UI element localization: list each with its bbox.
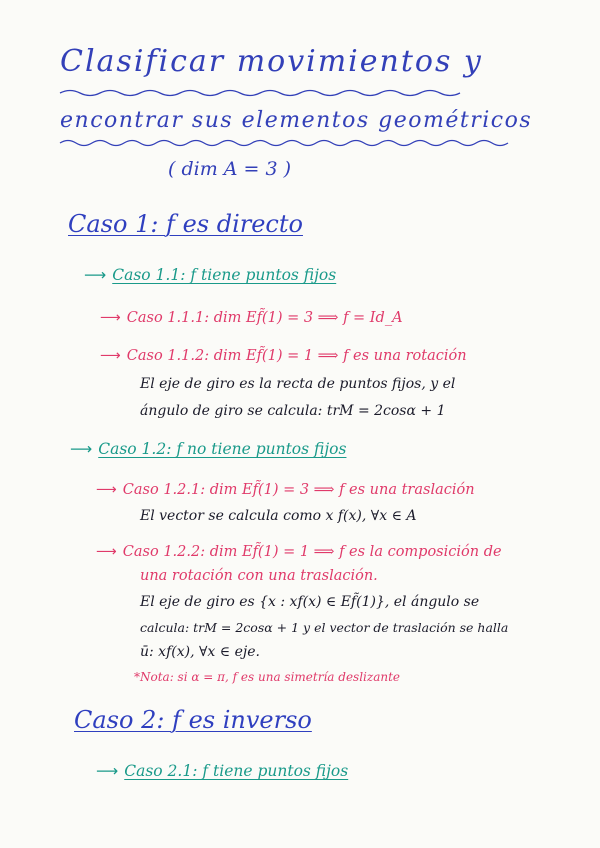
caso-1-2-heading: Caso 1.2: f no tiene puntos fijos	[98, 440, 347, 458]
caso-1-1-1-row	[100, 310, 403, 326]
caso-1-1-heading: Caso 1.1: f tiene puntos fijos	[112, 266, 337, 284]
caso-1-1-2-explanation-2: ángulo de giro se calcula: trM = 2cosα + 1	[140, 403, 446, 419]
right-arrow-icon: ⟶	[96, 762, 119, 780]
right-arrow-icon: ⟶	[96, 544, 117, 560]
caso-1-heading: Caso 1: f es directo	[68, 210, 303, 238]
caso-1-2-1-row	[96, 482, 475, 498]
caso-1-2-2-explanation-1: El eje de giro es {x : xf(x) ∈ Ef̃(1)}, el ángulo se	[140, 594, 480, 610]
caso-1-2-1-explanation: El vector se calcula como x f(x), ∀x ∈ A	[140, 508, 417, 524]
caso-1-2-2-explanation-3: ū: xf(x), ∀x ∈ eje.	[140, 644, 260, 660]
caso-1-1-2-row	[100, 348, 467, 364]
caso-1-1-2-explanation-1: El eje de giro es la recta de puntos fijos, y el	[140, 376, 456, 392]
caso-1-2-2-text-1: Caso 1.2.2: dim Ef̃(1) = 1 ⟹ f es la composición de	[122, 544, 502, 560]
caso-1-2-2-explanation-2: calcula: trM = 2cosα + 1 y el vector de traslación se halla	[140, 620, 509, 635]
right-arrow-icon: ⟶	[100, 310, 121, 326]
caso-2-1-row	[96, 762, 348, 780]
caso-1-2-2-text-2: una rotación con una traslación.	[140, 568, 378, 584]
right-arrow-icon: ⟶	[100, 348, 121, 364]
right-arrow-icon: ⟶	[70, 440, 93, 458]
right-arrow-icon: ⟶	[96, 482, 117, 498]
right-arrow-icon: ⟶	[84, 266, 107, 284]
caso-1-2-1-text: Caso 1.2.1: dim Ef̃(1) = 3 ⟹ f es una traslación	[122, 482, 475, 498]
caso-2-1-heading: Caso 2.1: f tiene puntos fijos	[124, 762, 349, 780]
title-line-2: encontrar sus elementos geométricos	[60, 108, 533, 133]
title-line-1: Clasificar movimientos y	[60, 44, 483, 79]
caso-1-1-2-text: Caso 1.1.2: dim Ef̃(1) = 1 ⟹ f es una rotación	[126, 348, 467, 364]
caso-2-heading: Caso 2: f es inverso	[74, 706, 312, 734]
title-underline-2	[60, 138, 520, 148]
title-underline-1	[60, 88, 460, 98]
caso-1-1-row	[84, 266, 336, 284]
dimension-subtitle: ( dim A = 3 )	[168, 158, 292, 180]
caso-1-2-2-row	[96, 544, 502, 560]
caso-1-2-row	[70, 440, 346, 458]
note-text: *Nota: si α = π, f es una simetría deslizante	[134, 670, 401, 684]
caso-1-1-1-text: Caso 1.1.1: dim Ef̃(1) = 3 ⟹ f = Id_A	[126, 310, 403, 326]
